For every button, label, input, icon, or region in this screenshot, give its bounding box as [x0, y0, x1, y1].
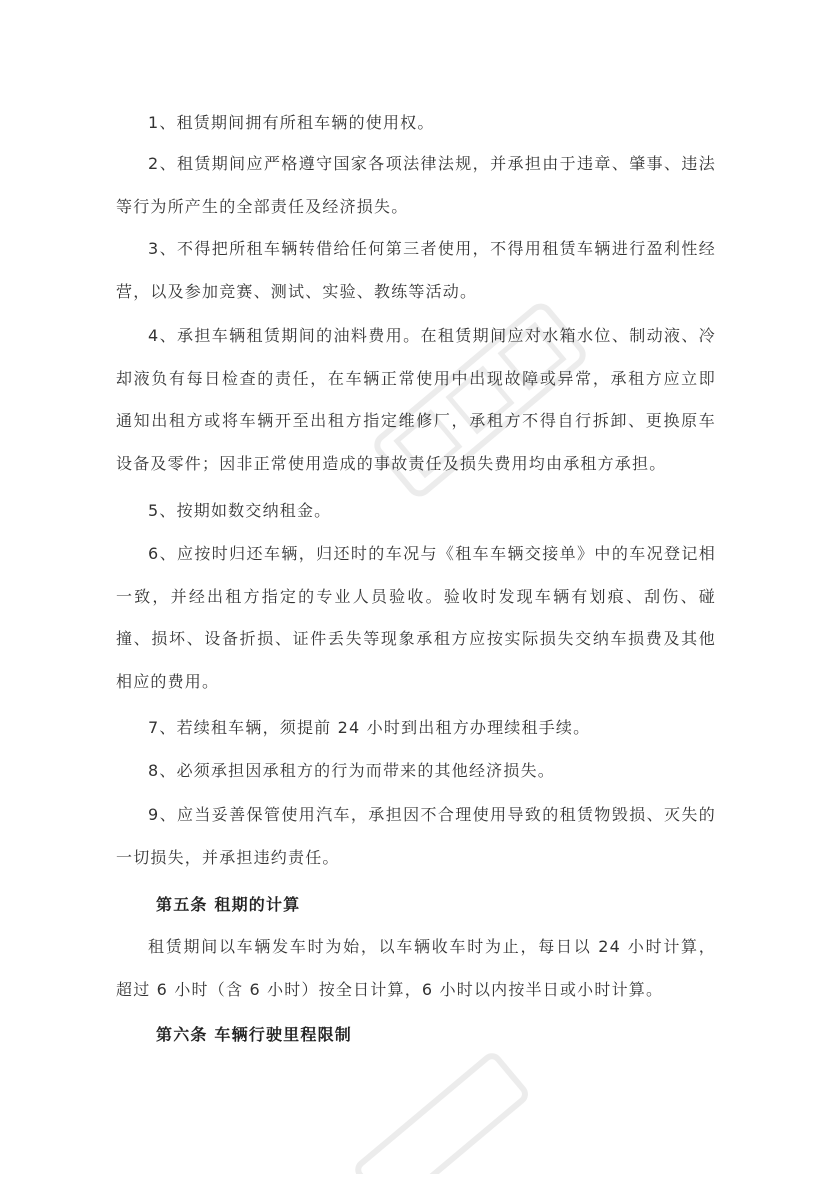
clause-8: 8、必须承担因承租方的行为而带来的其他经济损失。 [148, 761, 555, 780]
clause-3: 3、不得把所租车辆转借给任何第三者使用，不得用租赁车辆进行盈利性经营，以及参加竞赛、测试、实验、教练等活动。 [116, 239, 716, 301]
clause-4: 4、承担车辆租赁期间的油料费用。在租赁期间应对水箱水位、制动液、冷却液负有每日检查的责任，在车辆正常使用中出现故障或异常，承租方应立即通知出租方或将车辆开至出租方指定维修厂，承租方不得自行拆卸、更换原车设备及零件；因非正常使用造成的事故责任及损失费用均由承租方承担。 [116, 326, 716, 473]
section-5-heading: 第五条 租期的计算 [156, 895, 301, 914]
watermark-logo-icon [330, 1030, 550, 1174]
clause-5: 5、按期如数交纳租金。 [148, 501, 332, 520]
clause-2: 2、租赁期间应严格遵守国家各项法律法规，并承担由于违章、肇事、违法等行为所产生的全部责任及经济损失。 [116, 154, 716, 216]
section-5-body: 租赁期间以车辆发车时为始，以车辆收车时为止，每日以 24 小时计算，超过 6 小时（含 6 小时）按全日计算，6 小时以内按半日或小时计算。 [116, 937, 716, 999]
clause-9: 9、应当妥善保管使用汽车，承担因不合理使用导致的租赁物毁损、灭失的一切损失，并承担违约责任。 [116, 805, 716, 867]
clause-1: 1、租赁期间拥有所租车辆的使用权。 [148, 113, 435, 132]
clause-7: 7、若续租车辆，须提前 24 小时到出租方办理续租手续。 [148, 718, 591, 737]
watermark-bottom [330, 1030, 550, 1174]
clause-6: 6、应按时归还车辆，归还时的车况与《租车车辆交接单》中的车况登记相一致，并经出租方指定的专业人员验收。验收时发现车辆有划痕、刮伤、碰撞、损坏、设备折损、证件丢失等现象承租方应按实际损失交纳车损费及其他相应的费用。 [116, 544, 716, 691]
section-6-heading: 第六条 车辆行驶里程限制 [156, 1025, 352, 1044]
